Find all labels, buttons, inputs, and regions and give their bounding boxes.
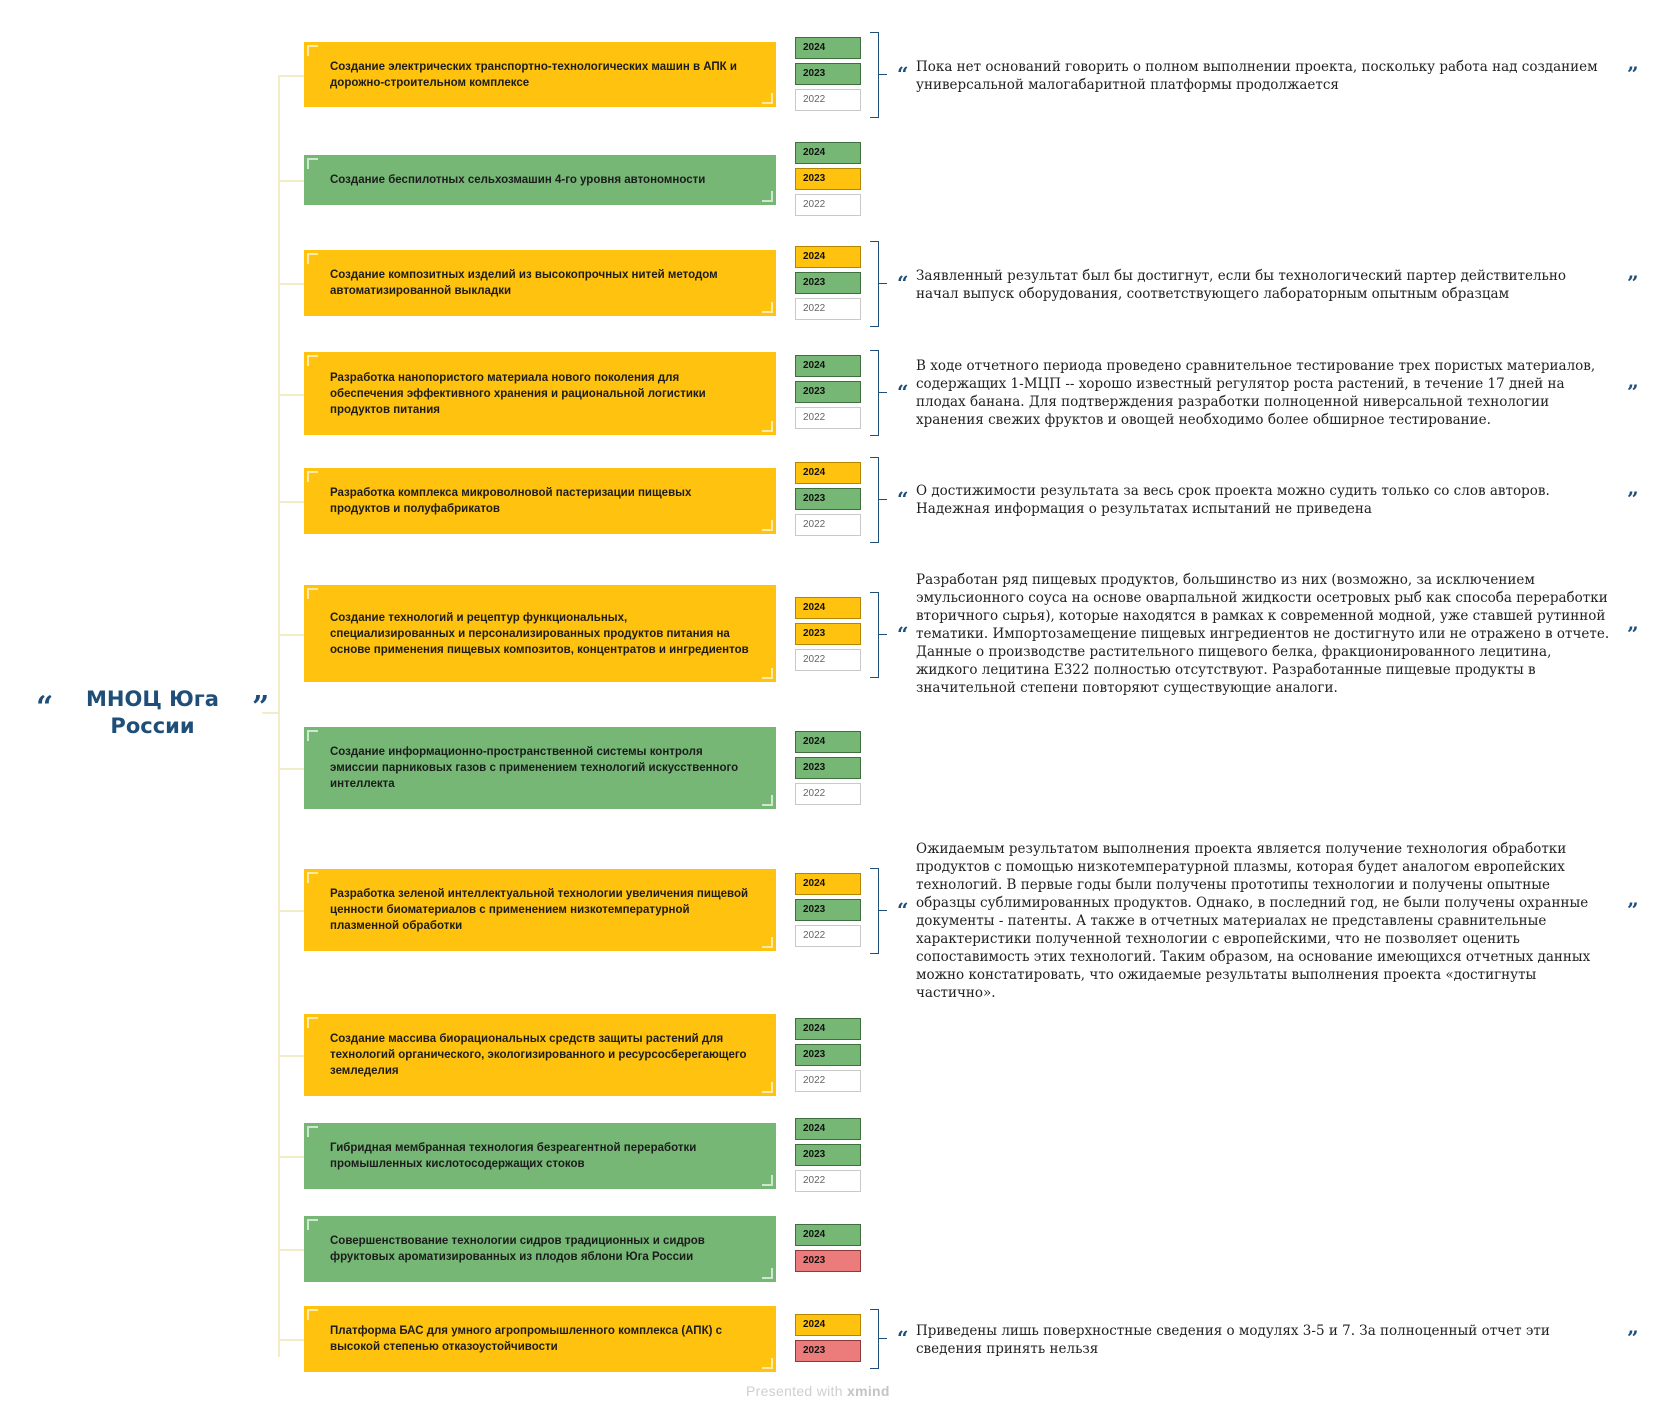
bracket-tick bbox=[879, 499, 887, 500]
topic-connector bbox=[278, 180, 304, 182]
corner-mark bbox=[307, 1219, 318, 1230]
corner-mark bbox=[762, 520, 773, 531]
year-badge-2023[interactable]: 2023 bbox=[795, 757, 861, 779]
topic-connector bbox=[278, 768, 304, 770]
topic-2[interactable] bbox=[304, 155, 776, 205]
year-badge-2024[interactable]: 2024 bbox=[795, 731, 861, 753]
corner-mark bbox=[307, 471, 318, 482]
corner-mark bbox=[762, 1358, 773, 1369]
comment-open-quote: “ bbox=[897, 898, 909, 922]
corner-mark bbox=[307, 1309, 318, 1320]
corner-mark bbox=[307, 45, 318, 56]
topic-6[interactable] bbox=[304, 585, 776, 682]
comment-close-quote: ” bbox=[1627, 380, 1639, 404]
topic-title: Разработка нанопористого материала нового поколения для обеспечения эффективного хранения и рациональной логистики продуктов питания bbox=[330, 371, 706, 416]
year-badge-2022[interactable]: 2022 bbox=[795, 1070, 861, 1092]
comment-open-quote: “ bbox=[897, 271, 909, 295]
bracket-tick bbox=[879, 634, 887, 635]
topic-8[interactable] bbox=[304, 869, 776, 951]
comment-open-quote: “ bbox=[897, 380, 909, 404]
bracket-tick bbox=[879, 1338, 887, 1339]
topic-connector bbox=[278, 394, 304, 396]
topic-connector bbox=[278, 910, 304, 912]
comment-open-quote: “ bbox=[897, 1326, 909, 1350]
topic-title: Платформа БАС для умного агропромышленного комплекса (АПК) с высокой степенью отказоустойчивости bbox=[330, 1325, 723, 1353]
comment-bracket bbox=[870, 241, 879, 327]
year-badge-2022[interactable]: 2022 bbox=[795, 649, 861, 671]
topic-connector bbox=[278, 634, 304, 636]
year-badge-2024[interactable]: 2024 bbox=[795, 1224, 861, 1246]
corner-mark bbox=[762, 668, 773, 679]
corner-mark bbox=[762, 93, 773, 104]
corner-mark bbox=[762, 302, 773, 313]
year-badge-2023[interactable]: 2023 bbox=[795, 1340, 861, 1362]
year-badge-2024[interactable]: 2024 bbox=[795, 1018, 861, 1040]
evaluation-comment: Заявленный результат был бы достигнут, если бы технологический партер действительно начал выпуск оборудования, соответствующего лабораторным опытным образцам bbox=[916, 268, 1567, 302]
year-badge-2024[interactable]: 2024 bbox=[795, 1118, 861, 1140]
year-badge-2023[interactable]: 2023 bbox=[795, 63, 861, 85]
topic-10[interactable] bbox=[304, 1123, 776, 1189]
year-badge-2024[interactable]: 2024 bbox=[795, 873, 861, 895]
year-badge-2023[interactable]: 2023 bbox=[795, 1250, 861, 1272]
topic-title: Создание массива биорациональных средств защиты растений для технологий органического, экологизированного и ресурсосберегающего земледелия bbox=[330, 1033, 747, 1077]
year-badge-2024[interactable]: 2024 bbox=[795, 1314, 861, 1336]
evaluation-comment: В ходе отчетного периода проведено сравнительное тестирование трех пористых материалов, содержащих 1-МЦП -- хорошо известный регулятор роста растений, в течение 17 дней на плодах банана. Для подтверждения разработки полноценной ниверсальной технологии хранения свежих фруктов и овощей необходимо более обширное тестирование. bbox=[916, 358, 1596, 428]
year-badge-2022[interactable]: 2022 bbox=[795, 407, 861, 429]
root-topic-title[interactable]: МНОЦ Юга России bbox=[86, 687, 219, 738]
corner-mark bbox=[307, 253, 318, 264]
comment-open-quote: “ bbox=[897, 487, 909, 511]
topic-title: Разработка комплекса микроволновой пастеризации пищевых продуктов и полуфабрикатов bbox=[330, 487, 692, 515]
topic-title: Создание информационно-пространственной системы контроля эмиссии парниковых газов с применением технологий искусственного интеллекта bbox=[330, 746, 739, 790]
topic-5[interactable] bbox=[304, 468, 776, 534]
corner-mark bbox=[762, 1082, 773, 1093]
comment-close-quote: ” bbox=[1627, 271, 1639, 295]
topic-title: Создание технологий и рецептур функциональных, специализированных и персонализированных продуктов питания на основе применения пищевых композитов, концентратов и ингредиентов bbox=[330, 611, 749, 656]
topic-title: Разработка зеленой интеллектуальной технологии увеличения пищевой ценности биоматериалов с применением низкотемпературной плазменной обработки bbox=[330, 888, 749, 932]
corner-mark bbox=[762, 191, 773, 202]
corner-mark bbox=[307, 355, 318, 366]
corner-mark bbox=[762, 937, 773, 948]
corner-mark bbox=[762, 1268, 773, 1279]
topic-connector bbox=[278, 1249, 304, 1251]
year-badge-2024[interactable]: 2024 bbox=[795, 246, 861, 268]
corner-mark bbox=[762, 421, 773, 432]
root-open-quote: “ bbox=[36, 690, 54, 725]
comment-close-quote: ” bbox=[1627, 898, 1639, 922]
topic-connector bbox=[278, 75, 304, 77]
corner-mark bbox=[307, 588, 318, 599]
year-badge-2023[interactable]: 2023 bbox=[795, 1044, 861, 1066]
topic-4[interactable] bbox=[304, 352, 776, 435]
corner-mark bbox=[307, 872, 318, 883]
corner-mark bbox=[307, 158, 318, 169]
topic-connector bbox=[278, 1156, 304, 1158]
topic-1[interactable] bbox=[304, 42, 776, 107]
topic-title: Гибридная мембранная технология безреагентной переработки промышленных кислотосодержащих стоков bbox=[330, 1142, 697, 1170]
comment-close-quote: ” bbox=[1627, 487, 1639, 511]
comment-bracket bbox=[870, 350, 879, 436]
comment-bracket bbox=[870, 592, 879, 678]
year-badge-2023[interactable]: 2023 bbox=[795, 1144, 861, 1166]
comment-open-quote: “ bbox=[897, 62, 909, 86]
comment-close-quote: ” bbox=[1627, 62, 1639, 86]
year-badge-2022[interactable]: 2022 bbox=[795, 89, 861, 111]
topic-3[interactable] bbox=[304, 250, 776, 316]
bracket-tick bbox=[879, 910, 887, 911]
year-badge-2022[interactable]: 2022 bbox=[795, 925, 861, 947]
topic-title: Совершенствование технологии сидров традиционных и сидров фруктовых ароматизированных из плодов яблони Юга России bbox=[330, 1235, 705, 1263]
comment-bracket bbox=[870, 1309, 879, 1369]
evaluation-comment: Ожидаемым результатом выполнения проекта является получение технология обработки продуктов с помощью низкотемпературной плазмы, которая будет аналогом европейских технологий. В первые годы были получены прототипы технологии и получены опытные образцы сублимированных продуктов. Однако, в последний год, не были получены охранные документы - патенты. А также в отчетных материалах не представлены сравнительные характеристики полученной технологии с европейскими, что не позволяет оценить сопоставимость этих технологий. Таким образом, на основание имеющихся отчетных данных можно констатировать, что ожидаемые результаты выполнения проекта «достигнуты частично». bbox=[916, 841, 1591, 1001]
comment-bracket bbox=[870, 457, 879, 543]
evaluation-comment: О достижимости результата за весь срок проекта можно судить только со слов авторов. Надежная информация о результатах испытаний не приведена bbox=[916, 483, 1550, 517]
bracket-tick bbox=[879, 392, 887, 393]
year-badge-2024[interactable]: 2024 bbox=[795, 142, 861, 164]
topic-connector bbox=[278, 1339, 304, 1341]
year-badge-2024[interactable]: 2024 bbox=[795, 597, 861, 619]
topic-title: Создание беспилотных сельхозмашин 4-го уровня автономности bbox=[330, 174, 706, 186]
bracket-tick bbox=[879, 74, 887, 75]
comment-bracket bbox=[870, 32, 879, 118]
comment-open-quote: “ bbox=[897, 622, 909, 646]
year-badge-2023[interactable]: 2023 bbox=[795, 272, 861, 294]
corner-mark bbox=[762, 1175, 773, 1186]
evaluation-comment: Пока нет оснований говорить о полном выполнении проекта, поскольку работа над созданием универсальной малогабаритной платформы продолжается bbox=[916, 59, 1598, 93]
topic-title: Создание композитных изделий из высокопрочных нитей методом автоматизированной выкладки bbox=[330, 269, 718, 297]
bracket-tick bbox=[879, 283, 887, 284]
year-badge-2023[interactable]: 2023 bbox=[795, 623, 861, 645]
corner-mark bbox=[762, 795, 773, 806]
topic-connector bbox=[278, 1055, 304, 1057]
year-badge-2023[interactable]: 2023 bbox=[795, 168, 861, 190]
year-badge-2024[interactable]: 2024 bbox=[795, 355, 861, 377]
year-badge-2022[interactable]: 2022 bbox=[795, 1170, 861, 1192]
topic-connector bbox=[278, 283, 304, 285]
topic-12[interactable] bbox=[304, 1306, 776, 1372]
topic-11[interactable] bbox=[304, 1216, 776, 1282]
year-badge-2022[interactable]: 2022 bbox=[795, 194, 861, 216]
year-badge-2022[interactable]: 2022 bbox=[795, 514, 861, 536]
topic-9[interactable] bbox=[304, 1014, 776, 1096]
year-badge-2024[interactable]: 2024 bbox=[795, 37, 861, 59]
comment-close-quote: ” bbox=[1627, 1326, 1639, 1350]
topic-connector bbox=[278, 501, 304, 503]
year-badge-2024[interactable]: 2024 bbox=[795, 462, 861, 484]
root-close-quote: ” bbox=[252, 690, 270, 725]
year-badge-2023[interactable]: 2023 bbox=[795, 381, 861, 403]
year-badge-2022[interactable]: 2022 bbox=[795, 783, 861, 805]
corner-mark bbox=[307, 1126, 318, 1137]
year-badge-2022[interactable]: 2022 bbox=[795, 298, 861, 320]
corner-mark bbox=[307, 1017, 318, 1028]
year-badge-2023[interactable]: 2023 bbox=[795, 899, 861, 921]
evaluation-comment: Разработан ряд пищевых продуктов, большинство из них (возможно, за исключением эмульсионного соуса на основе оварпальной жидкости осетровых рыб как способа переработки вторичного сырья), которые находятся в рамках к современной модной, уже ставшей рутинной тематики. Импортозамещение пищевых ингредиентов не достигнуто или не отражено в отчете. Данные о производстве растительного пищевого белка, фракционированного лецитина, жидкого лецитина Е322 полностью отсутствуют. Разработанные пищевые продукты в значительной степени повторяют существующие аналоги. bbox=[916, 572, 1610, 696]
topic-title: Создание электрических транспортно-технологических машин в АПК и дорожно-строительном комплексе bbox=[330, 60, 737, 89]
year-badge-2023[interactable]: 2023 bbox=[795, 488, 861, 510]
branch-spine bbox=[278, 76, 280, 1357]
comment-bracket bbox=[870, 868, 879, 954]
corner-mark bbox=[307, 730, 318, 741]
evaluation-comment: Приведены лишь поверхностные сведения о модулях 3-5 и 7. За полноценный отчет эти сведения принять нельзя bbox=[916, 1323, 1550, 1357]
comment-close-quote: ” bbox=[1627, 622, 1639, 646]
xmind-watermark: Presented with xmind bbox=[746, 1383, 890, 1399]
topic-7[interactable] bbox=[304, 727, 776, 809]
